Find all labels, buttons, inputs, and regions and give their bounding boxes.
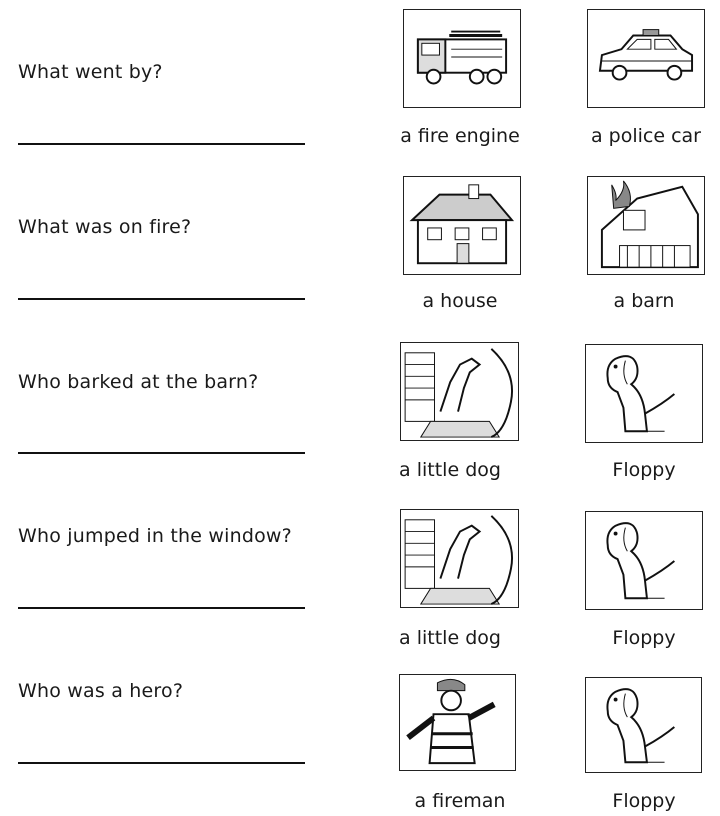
house-icon[interactable] (403, 176, 521, 275)
answer-line-3[interactable] (18, 452, 305, 454)
caption-little-dog-2: a little dog (399, 627, 501, 649)
answer-line-1[interactable] (18, 143, 305, 145)
caption-fireman: a fireman (414, 790, 506, 812)
answer-line-5[interactable] (18, 762, 305, 764)
caption-floppy-2: Floppy (612, 627, 676, 649)
caption-floppy-1: Floppy (612, 459, 676, 481)
burning-barn-icon[interactable] (587, 176, 705, 275)
caption-house: a house (422, 290, 498, 312)
question-3: Who barked at the barn? (18, 371, 259, 393)
fireman-icon[interactable] (399, 674, 516, 771)
answer-line-2[interactable] (18, 298, 305, 300)
answer-line-4[interactable] (18, 607, 305, 609)
floppy-dog-icon[interactable] (585, 511, 703, 610)
police-car-icon[interactable] (587, 9, 705, 108)
caption-barn: a barn (613, 290, 675, 312)
question-2: What was on fire? (18, 216, 192, 238)
question-4: Who jumped in the window? (18, 525, 292, 547)
fire-engine-icon[interactable] (403, 9, 521, 108)
caption-floppy-3: Floppy (612, 790, 676, 812)
caption-fire-engine: a fire engine (400, 125, 520, 147)
caption-little-dog-1: a little dog (399, 459, 501, 481)
floppy-dog-icon[interactable] (585, 344, 703, 443)
dog-at-window-icon[interactable] (400, 509, 519, 608)
caption-police-car: a police car (590, 125, 701, 147)
question-5: Who was a hero? (18, 680, 184, 702)
floppy-dog-icon[interactable] (585, 677, 702, 773)
question-1: What went by? (18, 61, 163, 83)
dog-at-window-icon[interactable] (400, 342, 519, 441)
